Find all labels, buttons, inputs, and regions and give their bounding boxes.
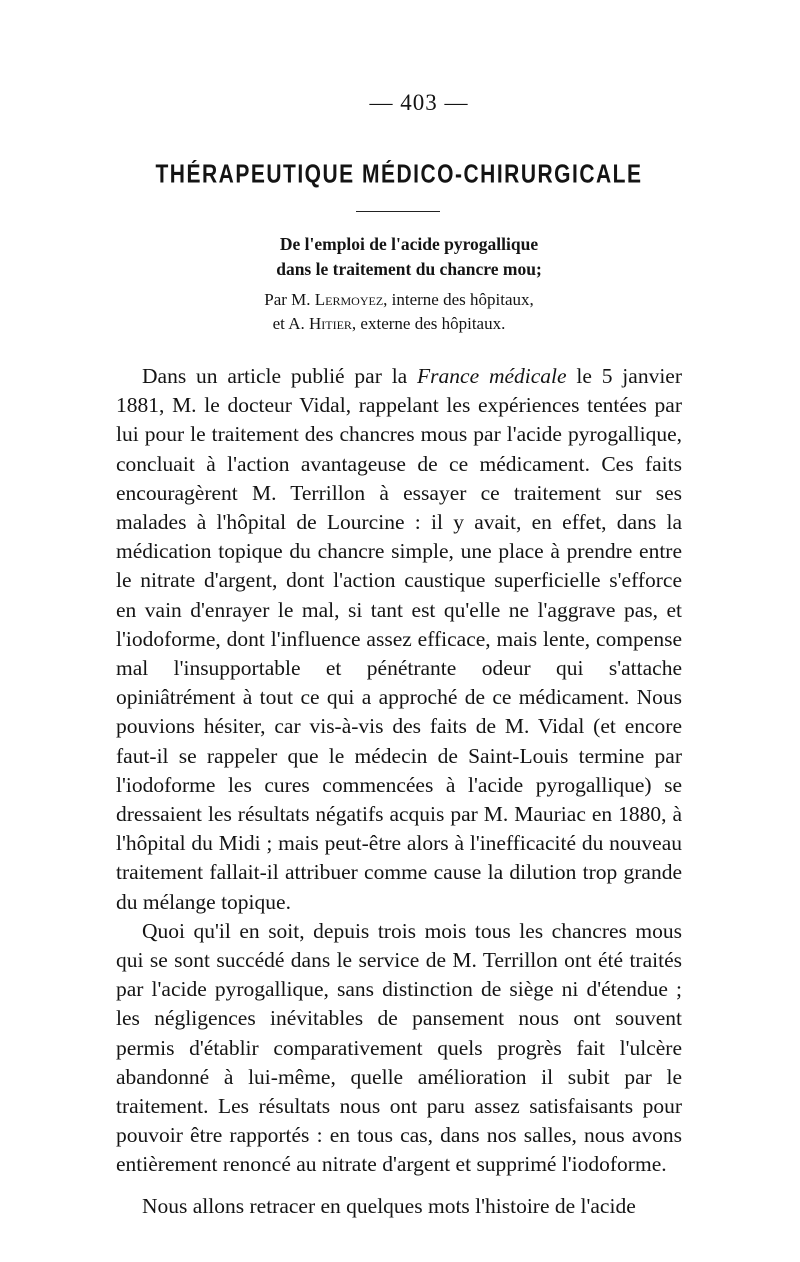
journal-name: France médicale bbox=[417, 364, 567, 388]
author-line-1 bbox=[116, 288, 682, 312]
section-title: THÉRAPEUTIQUE MÉDICO-CHIRURGICALE bbox=[155, 160, 643, 189]
author-name-1: Lermoyez bbox=[314, 290, 384, 309]
author-role-2: , externe des hôpitaux. bbox=[351, 314, 506, 333]
paragraph-1 bbox=[116, 362, 682, 917]
author-role-1: , interne des hôpitaux, bbox=[383, 290, 534, 309]
paragraph-3: Nous allons retracer en quelques mots l'histoire de l'acide bbox=[142, 1193, 636, 1218]
article-title bbox=[126, 232, 692, 282]
author-name-2: Hitier bbox=[308, 314, 352, 333]
page-number: — 403 — bbox=[369, 90, 469, 115]
author-prefix-2: et A. bbox=[272, 314, 309, 333]
article-title-line-1: De l'emploi de l'acide pyrogallique bbox=[279, 234, 539, 254]
paragraph-2: Quoi qu'il en soit, depuis trois mois tous les chancres mous qui se sont succédé dans le service de M. Terrillon ont été traités par l'acide pyrogallique, sans distinction de siège ni d'étendue ; les négligences inévitables de pansement nous ont souvent permis d'établir comparativement quels progrès fait l'ulcère abandonné à lui-même, quelle amélioration il subit par le traitement. Les résultats nous ont paru assez satisfaisants pour pouvoir être rapportés : en tous cas, dans nos salles, nous avons entièrement renoncé au nitrate d'argent et supprimé l'iodoforme. bbox=[116, 918, 682, 1177]
title-divider bbox=[356, 211, 440, 212]
article-authors bbox=[116, 288, 682, 336]
article-body bbox=[116, 362, 682, 1221]
author-prefix-1: Par M. bbox=[264, 290, 315, 309]
paragraph-1-rest: le 5 janvier 1881, M. le docteur Vidal, rappelant les expériences tentées par lui pour le traitement des chancres mous par l'acide pyrogallique, concluait à l'action avantageuse de ce médicament. Ces faits encouragèrent M. Terrillon à essayer ce traitement sur ses malades à l'hôpital de Lourcine : il y avait, en effet, dans la médication topique du chancre simple, une place à prendre entre le nitrate d'argent, dont l'action caustique superficielle s'efforce en vain d'enrayer le mal, si tant est qu'elle ne l'aggrave pas, et l'iodoforme, dont l'influence assez efficace, mais lente, compense mal l'insupportable et pénétrante odeur qui s'attache opiniâtrément à tout ce qui a approché de ce médicament. Nous pouvions hésiter, car vis-à-vis des faits de M. Vidal (et encore faut-il se rappeler que le médecin de Saint-Louis termine par l'iodoforme les cures commencées à l'acide pyrogallique) se dressaient les résultats négatifs acquis par M. Mauriac en 1880, à l'hôpital du Midi ; mais peut-être alors à l'inefficacité du nouveau traitement fallait-il attribuer comme cause la dilution trop grande du mélange topique. bbox=[116, 364, 682, 914]
author-line-2 bbox=[116, 312, 682, 336]
article-title-line-2: dans le traitement du chancre mou; bbox=[276, 259, 542, 279]
paragraph-1-start: Dans un article publié par la bbox=[142, 364, 418, 388]
